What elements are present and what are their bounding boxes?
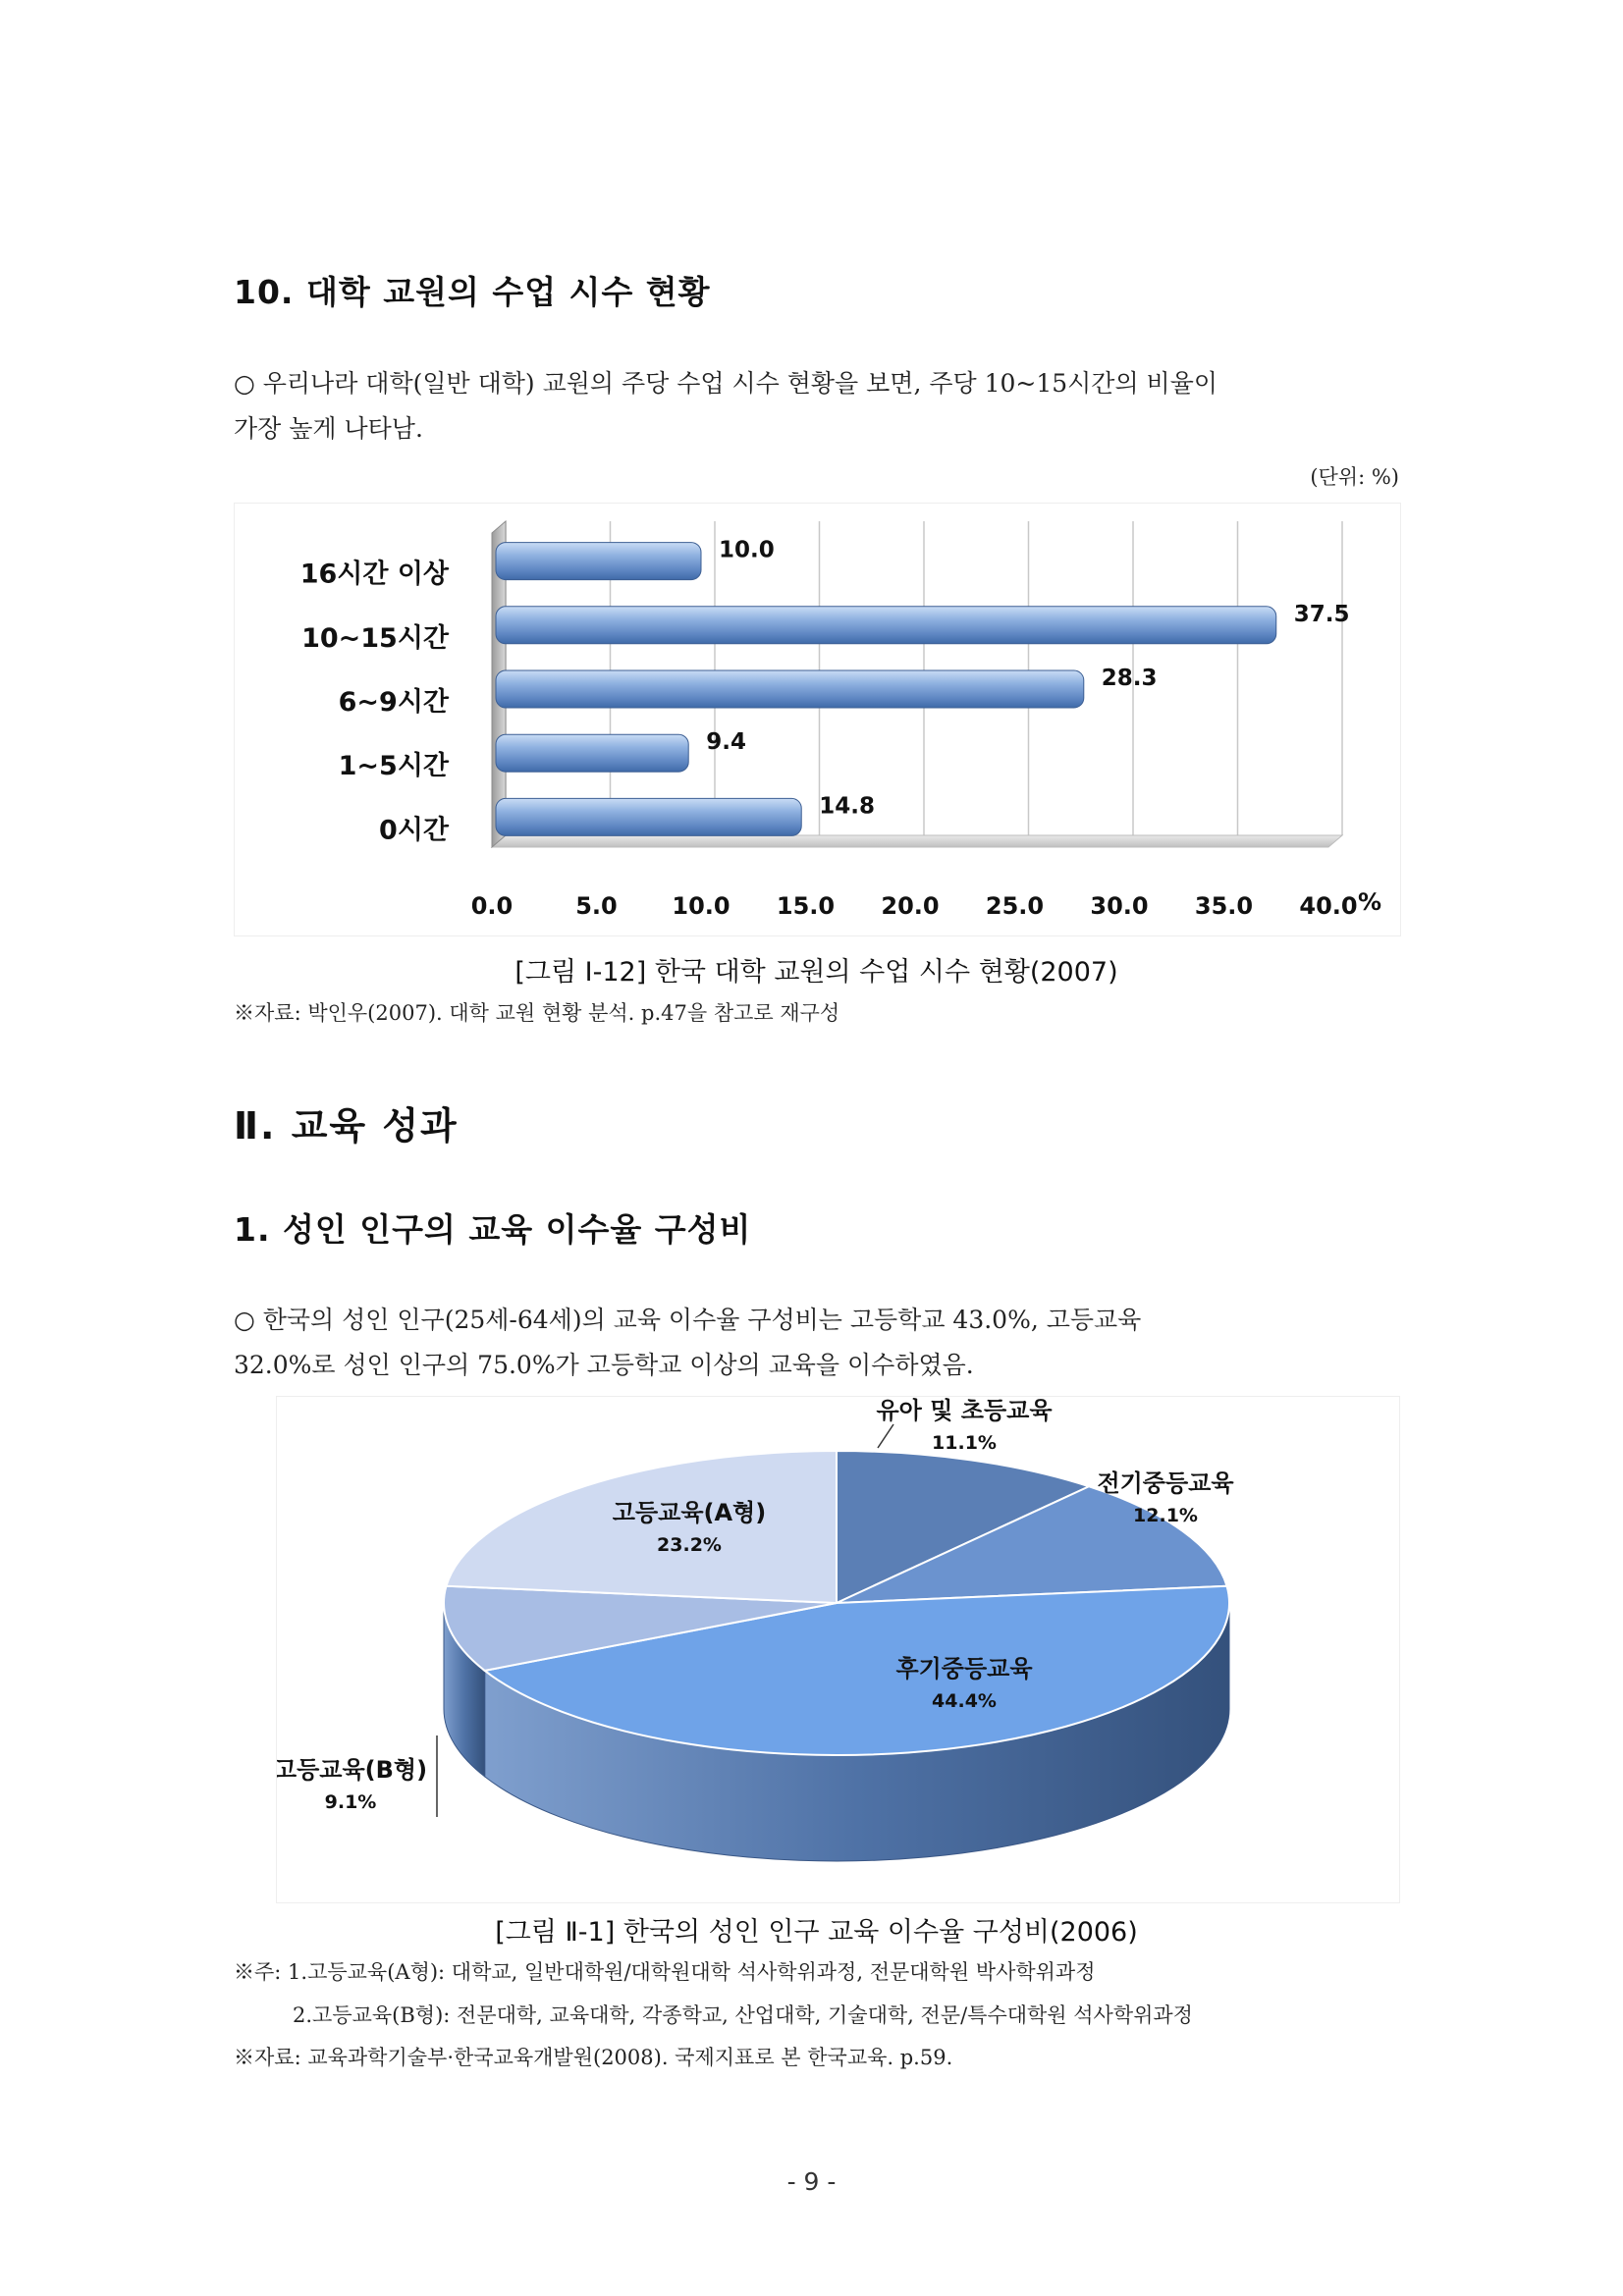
pie-slice (446, 1451, 837, 1603)
slice-value-label: 12.1% (1133, 1505, 1198, 1526)
x-tick-label: 40.0 (1299, 892, 1358, 920)
value-label: 10.0 (719, 537, 775, 563)
figure-caption: [그림 Ⅱ-1] 한국의 성인 인구 교육 이수율 구성비(2006) (495, 1917, 1138, 1948)
section-title: 1. 성인 인구의 교육 이수율 구성비 (234, 1210, 752, 1249)
value-label: 37.5 (1293, 601, 1350, 627)
paragraph-line: 32.0%로 성인 인구의 75.0%가 고등학교 이상의 교육을 이수하였음. (234, 1351, 974, 1379)
x-tick-label: 25.0 (985, 892, 1045, 920)
slice-label: 고등교육(B형) (277, 1756, 428, 1784)
section-paragraph (234, 1298, 1402, 1388)
x-tick-label: 20.0 (881, 892, 940, 920)
category-label: 16시간 이상 (299, 559, 449, 590)
x-tick-labels (471, 892, 1358, 920)
category-label: 0시간 (379, 815, 449, 846)
category-label: 6~9시간 (338, 687, 449, 718)
bar (496, 798, 801, 835)
x-unit-label: % (1358, 888, 1382, 916)
slice-label: 전기중등교육 (1097, 1469, 1234, 1497)
part-title: Ⅱ. 교육 성과 (234, 1104, 459, 1148)
value-label: 14.8 (819, 793, 875, 820)
x-tick-label: 35.0 (1194, 892, 1254, 920)
footnote: 2.고등교육(B형): 전문대학, 교육대학, 각종학교, 산업대학, 기술대학, 전문/특수대학원 석사학위과정 (293, 2003, 1193, 2027)
x-tick-label: 0.0 (470, 892, 514, 920)
bar-chart (235, 504, 1400, 935)
x-tick-label: 30.0 (1090, 892, 1149, 920)
bar (496, 607, 1276, 644)
bar (496, 543, 701, 580)
section-paragraph (234, 361, 1402, 452)
paragraph-line: ○ 한국의 성인 인구(25세-64세)의 교육 이수율 구성비는 고등학교 43.0%, 고등교육 (234, 1306, 1142, 1334)
x-tick-label: 10.0 (672, 892, 730, 920)
bar (496, 670, 1084, 708)
category-label: 1~5시간 (338, 751, 449, 782)
bar (496, 734, 688, 772)
x-tick-label: 5.0 (575, 892, 618, 920)
value-label: 28.3 (1101, 666, 1158, 691)
slice-label: 고등교육(A형) (612, 1499, 767, 1526)
source-note: ※자료: 교육과학기술부·한국교육개발원(2008). 국제지표로 본 한국교육. p.59. (234, 2046, 953, 2069)
value-label: 9.4 (706, 729, 746, 756)
section-title: 10. 대학 교원의 수업 시수 현황 (234, 273, 711, 311)
x-tick-label: 15.0 (776, 892, 836, 920)
paragraph-line: ○ 우리나라 대학(일반 대학) 교원의 주당 수업 시수 현황을 보면, 주당 10~15시간의 비율이 (234, 369, 1218, 398)
leader-line (878, 1424, 893, 1448)
slice-value-label: 23.2% (657, 1534, 722, 1556)
chart-floor (492, 835, 1342, 847)
category-label: 10~15시간 (301, 622, 449, 654)
pie-chart-frame (276, 1396, 1400, 1903)
slice-value-label: 44.4% (932, 1690, 997, 1712)
footnote: ※주: 1.고등교육(A형): 대학교, 일반대학원/대학원대학 석사학위과정, 전문대학원 박사학위과정 (234, 1960, 1096, 1984)
slice-value-label: 9.1% (324, 1791, 377, 1813)
unit-label: (단위: %) (1310, 465, 1399, 489)
slice-label: 후기중등교육 (895, 1655, 1033, 1682)
pie-chart (277, 1397, 1399, 1902)
paragraph-line: 가장 높게 나타남. (234, 414, 423, 443)
slice-value-label: 11.1% (932, 1432, 997, 1454)
category-labels (300, 559, 450, 846)
bar-series (496, 543, 1276, 836)
slice-label: 유아 및 초등교육 (876, 1397, 1053, 1424)
page-number: - 9 - (786, 2167, 837, 2196)
source-note: ※자료: 박인우(2007). 대학 교원 현황 분석. p.47을 참고로 재구성 (234, 1001, 840, 1025)
bar-chart-frame (234, 503, 1401, 936)
figure-caption: [그림 Ⅰ-12] 한국 대학 교원의 수업 시수 현황(2007) (514, 957, 1118, 988)
